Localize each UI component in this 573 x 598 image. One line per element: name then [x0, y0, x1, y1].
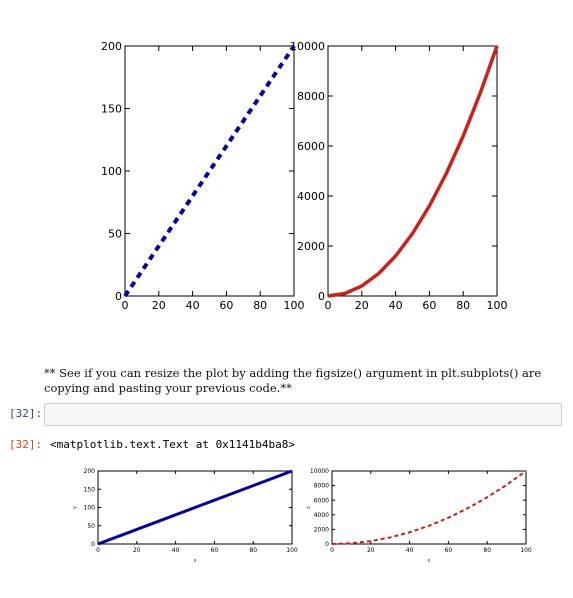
y-tick-label: 10000	[290, 39, 325, 53]
output-prompt: [32]:	[9, 438, 43, 451]
y-tick-label: 50	[87, 522, 95, 530]
y-tick-label: 200	[101, 39, 122, 53]
y-tick-label: 100	[101, 164, 122, 178]
y-tick-label: 200	[83, 468, 95, 476]
x-tick-label: 60	[210, 547, 219, 554]
markdown-text: ** See if you can resize the plot by adding the figsize() argument in plt.subplots() are copying and pasting your previous code.**	[44, 366, 542, 395]
x-tick-label: 80	[253, 299, 268, 312]
x-tick-label: 80	[249, 547, 258, 554]
y-tick-label: 10000	[309, 468, 329, 476]
y-tick-label: 2000	[313, 526, 329, 534]
x-tick-label: 20	[366, 547, 375, 554]
x-tick-label: 60	[444, 547, 453, 554]
x-tick-label: 0	[324, 299, 332, 312]
x-tick-label: 100	[283, 299, 305, 312]
x-tick-label: 40	[405, 547, 414, 554]
x-tick-label: 60	[422, 299, 437, 312]
output-text: <matplotlib.text.Text at 0x1141b4ba8>	[50, 438, 296, 451]
y-tick-label: 8000	[313, 482, 329, 490]
x-axis-label: x	[193, 558, 197, 564]
code-input-cell[interactable]	[44, 403, 562, 426]
x-tick-label: 80	[456, 299, 471, 312]
x-tick-label: 100	[286, 547, 298, 554]
y-tick-label: 50	[108, 227, 122, 241]
x-tick-label: 100	[486, 299, 508, 312]
y-tick-label: 150	[83, 486, 95, 494]
x-tick-label: 40	[388, 299, 403, 312]
y-tick-label: 2000	[297, 239, 325, 253]
y-axis-label: z	[306, 506, 312, 509]
y-tick-label: 100	[83, 504, 95, 512]
y-tick-label: 0	[325, 541, 329, 549]
y-tick-label: 0	[115, 289, 122, 303]
x-tick-label: 40	[171, 547, 180, 554]
x-tick-label: 20	[354, 299, 369, 312]
x-tick-label: 40	[185, 299, 200, 312]
y-tick-label: 8000	[297, 89, 325, 103]
y-tick-label: 0	[91, 541, 95, 549]
y-tick-label: 4000	[313, 511, 329, 519]
x-axis-label: x	[427, 558, 431, 564]
y-tick-label: 6000	[297, 139, 325, 153]
x-tick-label: 0	[121, 299, 129, 312]
y-tick-label: 6000	[313, 497, 329, 505]
y-tick-label: 4000	[297, 189, 325, 203]
plot-bottom-right	[0, 460, 573, 570]
x-tick-label: 20	[132, 547, 141, 554]
x-tick-label: 80	[483, 547, 492, 554]
x-tick-label: 100	[520, 547, 532, 554]
x-tick-label: 0	[330, 547, 334, 554]
plot-frame	[328, 46, 497, 296]
x-tick-label: 20	[151, 299, 166, 312]
x-tick-label: 60	[219, 299, 234, 312]
x-tick-label: 0	[96, 547, 100, 554]
plot-frame	[332, 471, 526, 544]
y-axis-label: y	[72, 506, 78, 509]
y-tick-label: 0	[318, 289, 325, 303]
input-prompt: [32]:	[9, 407, 43, 420]
y-tick-label: 150	[101, 102, 122, 116]
